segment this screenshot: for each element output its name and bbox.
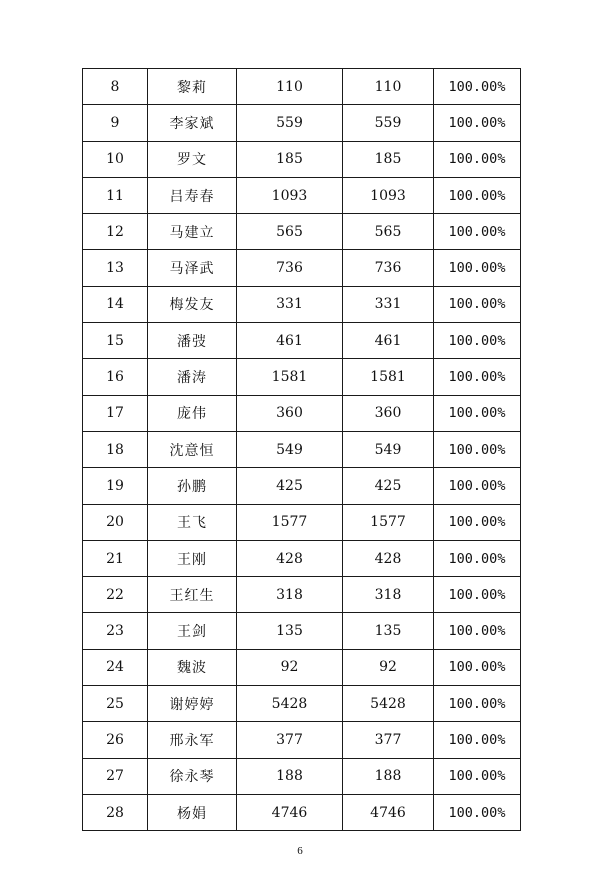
table-row [83,686,521,722]
percentage-cell: 100.00% [434,686,521,722]
percentage-cell: 100.00% [434,214,521,250]
name-cell: 马泽武 [148,250,237,286]
amount-cell: 1577 [237,504,343,540]
table-row [83,540,521,576]
percentage-cell: 100.00% [434,177,521,213]
amount-cell: 135 [237,613,343,649]
row-number-cell: 10 [83,141,148,177]
percentage-cell: 100.00% [434,649,521,685]
amount-confirmed-cell: 428 [343,540,434,576]
row-number-cell: 17 [83,395,148,431]
percentage-cell: 100.00% [434,613,521,649]
table-row [83,468,521,504]
page-number: 6 [297,845,303,857]
table-row [83,214,521,250]
table-row [83,395,521,431]
table-row [83,250,521,286]
row-number-cell: 18 [83,431,148,467]
percentage-cell: 100.00% [434,794,521,830]
table-row [83,69,521,105]
amount-cell: 1581 [237,359,343,395]
name-cell: 王剑 [148,613,237,649]
amount-cell: 565 [237,214,343,250]
name-cell: 黎莉 [148,69,237,105]
table-row [83,141,521,177]
name-cell: 梅发友 [148,286,237,322]
amount-cell: 4746 [237,794,343,830]
table-row [83,722,521,758]
amount-confirmed-cell: 559 [343,105,434,141]
amount-confirmed-cell: 110 [343,69,434,105]
table-row [83,577,521,613]
table-row [83,177,521,213]
amount-cell: 110 [237,69,343,105]
name-cell: 罗文 [148,141,237,177]
name-cell: 李家斌 [148,105,237,141]
amount-confirmed-cell: 565 [343,214,434,250]
amount-confirmed-cell: 135 [343,613,434,649]
data-table [82,68,521,831]
row-number-cell: 25 [83,686,148,722]
amount-cell: 549 [237,431,343,467]
row-number-cell: 27 [83,758,148,794]
name-cell: 吕寿春 [148,177,237,213]
percentage-cell: 100.00% [434,468,521,504]
row-number-cell: 13 [83,250,148,286]
amount-cell: 428 [237,540,343,576]
name-cell: 沈意恒 [148,431,237,467]
row-number-cell: 11 [83,177,148,213]
amount-cell: 188 [237,758,343,794]
name-cell: 徐永琴 [148,758,237,794]
table-body [83,69,521,831]
row-number-cell: 20 [83,504,148,540]
percentage-cell: 100.00% [434,141,521,177]
row-number-cell: 21 [83,540,148,576]
percentage-cell: 100.00% [434,286,521,322]
name-cell: 潘弢 [148,323,237,359]
amount-cell: 5428 [237,686,343,722]
amount-cell: 185 [237,141,343,177]
amount-confirmed-cell: 185 [343,141,434,177]
row-number-cell: 24 [83,649,148,685]
row-number-cell: 28 [83,794,148,830]
row-number-cell: 22 [83,577,148,613]
name-cell: 王红生 [148,577,237,613]
amount-confirmed-cell: 736 [343,250,434,286]
name-cell: 马建立 [148,214,237,250]
amount-cell: 360 [237,395,343,431]
percentage-cell: 100.00% [434,504,521,540]
amount-confirmed-cell: 360 [343,395,434,431]
table-row [83,323,521,359]
row-number-cell: 15 [83,323,148,359]
row-number-cell: 14 [83,286,148,322]
amount-confirmed-cell: 188 [343,758,434,794]
row-number-cell: 8 [83,69,148,105]
amount-confirmed-cell: 1093 [343,177,434,213]
amount-confirmed-cell: 461 [343,323,434,359]
name-cell: 孙鹏 [148,468,237,504]
percentage-cell: 100.00% [434,540,521,576]
percentage-cell: 100.00% [434,359,521,395]
amount-confirmed-cell: 425 [343,468,434,504]
amount-confirmed-cell: 377 [343,722,434,758]
amount-confirmed-cell: 92 [343,649,434,685]
percentage-cell: 100.00% [434,250,521,286]
percentage-cell: 100.00% [434,69,521,105]
row-number-cell: 26 [83,722,148,758]
percentage-cell: 100.00% [434,577,521,613]
amount-cell: 377 [237,722,343,758]
amount-confirmed-cell: 318 [343,577,434,613]
table-row [83,105,521,141]
name-cell: 魏波 [148,649,237,685]
amount-cell: 1093 [237,177,343,213]
row-number-cell: 16 [83,359,148,395]
table-row [83,794,521,830]
amount-cell: 318 [237,577,343,613]
amount-cell: 92 [237,649,343,685]
row-number-cell: 12 [83,214,148,250]
amount-cell: 736 [237,250,343,286]
name-cell: 王刚 [148,540,237,576]
table-row [83,613,521,649]
row-number-cell: 9 [83,105,148,141]
percentage-cell: 100.00% [434,758,521,794]
name-cell: 潘涛 [148,359,237,395]
percentage-cell: 100.00% [434,105,521,141]
amount-confirmed-cell: 549 [343,431,434,467]
amount-confirmed-cell: 4746 [343,794,434,830]
name-cell: 谢婷婷 [148,686,237,722]
table-row [83,286,521,322]
amount-cell: 559 [237,105,343,141]
name-cell: 王飞 [148,504,237,540]
percentage-cell: 100.00% [434,722,521,758]
table-row [83,359,521,395]
row-number-cell: 19 [83,468,148,504]
amount-cell: 425 [237,468,343,504]
percentage-cell: 100.00% [434,323,521,359]
amount-confirmed-cell: 5428 [343,686,434,722]
amount-cell: 461 [237,323,343,359]
name-cell: 邢永军 [148,722,237,758]
table-row [83,504,521,540]
amount-confirmed-cell: 331 [343,286,434,322]
name-cell: 杨娟 [148,794,237,830]
name-cell: 庞伟 [148,395,237,431]
amount-confirmed-cell: 1581 [343,359,434,395]
amount-confirmed-cell: 1577 [343,504,434,540]
row-number-cell: 23 [83,613,148,649]
percentage-cell: 100.00% [434,395,521,431]
percentage-cell: 100.00% [434,431,521,467]
table-row [83,649,521,685]
amount-cell: 331 [237,286,343,322]
table-row [83,431,521,467]
table-row [83,758,521,794]
